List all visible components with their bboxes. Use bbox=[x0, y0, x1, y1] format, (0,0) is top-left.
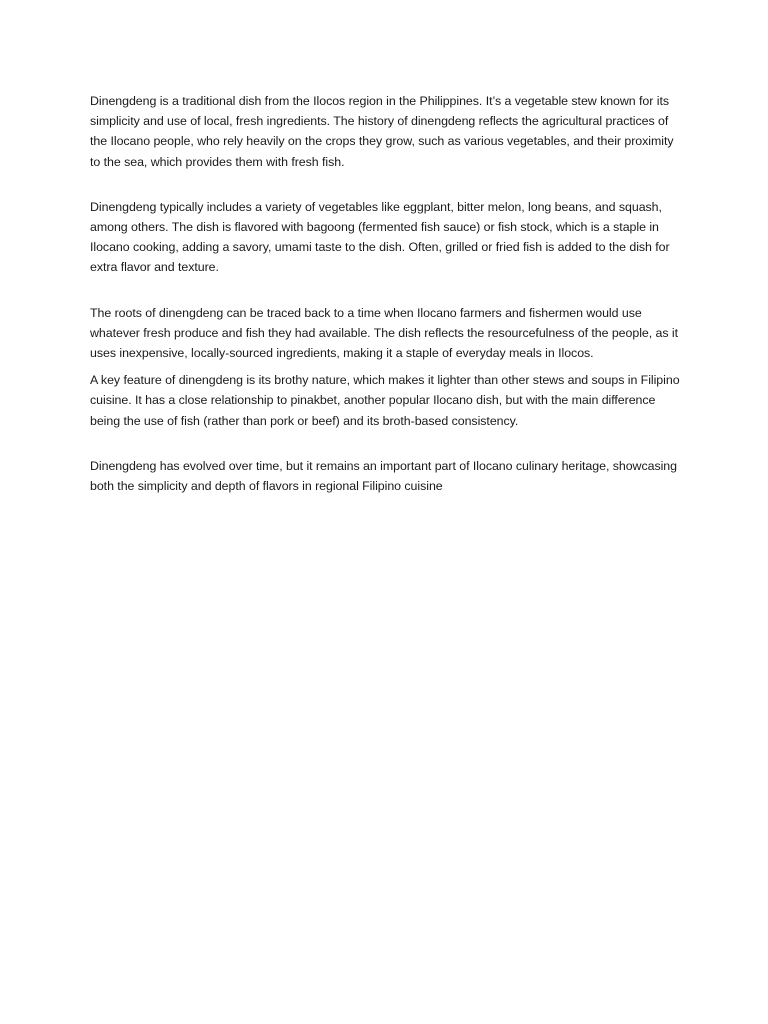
paragraph-roots: The roots of dinengdeng can be traced back to a time when Ilocano farmers and fishermen would use whatever fresh produce and fish they had available. The dish reflects the resourcefulness of the people, as it uses inexpensive, locally-sourced ingredients, making it a staple of everyday meals in Ilocos. bbox=[90, 305, 678, 361]
paragraph-spacer bbox=[90, 278, 684, 303]
paragraph-spacer bbox=[90, 363, 684, 370]
paragraph-ingredients: Dinengdeng typically includes a variety of vegetables like eggplant, bitter melon, long beans, and squash, among others. The dish is flavored with bagoong (fermented fish sauce) or fish stock, which is a staple in Ilocano cooking, adding a savory, umami taste to the dish. Often, grilled or fried fish is added to the dish for extra flavor and texture. bbox=[90, 199, 670, 275]
document-body bbox=[90, 91, 684, 496]
paragraph-history: Dinengdeng is a traditional dish from the Ilocos region in the Philippines. It’s a vegetable stew known for its simplicity and use of local, fresh ingredients. The history of dinengdeng reflects the agricultural practices of the Ilocano people, who rely heavily on the crops they grow, such as various vegetables, and their proximity to the sea, which provides them with fresh fish. bbox=[90, 94, 674, 169]
paragraph-heritage: Dinengdeng has evolved over time, but it remains an important part of Ilocano culinary heritage, showcasing both the simplicity and depth of flavors in regional Filipino cuisine bbox=[90, 458, 677, 494]
paragraph-key-feature: A key feature of dinengdeng is its brothy nature, which makes it lighter than other stews and soups in Filipino cuisine. It has a close relationship to pinakbet, another popular Ilocano dish, but with the main difference being the use of fish (rather than pork or beef) and its broth-based consistency. bbox=[90, 373, 680, 428]
paragraph-spacer bbox=[90, 431, 684, 456]
paragraph-spacer bbox=[90, 172, 684, 197]
